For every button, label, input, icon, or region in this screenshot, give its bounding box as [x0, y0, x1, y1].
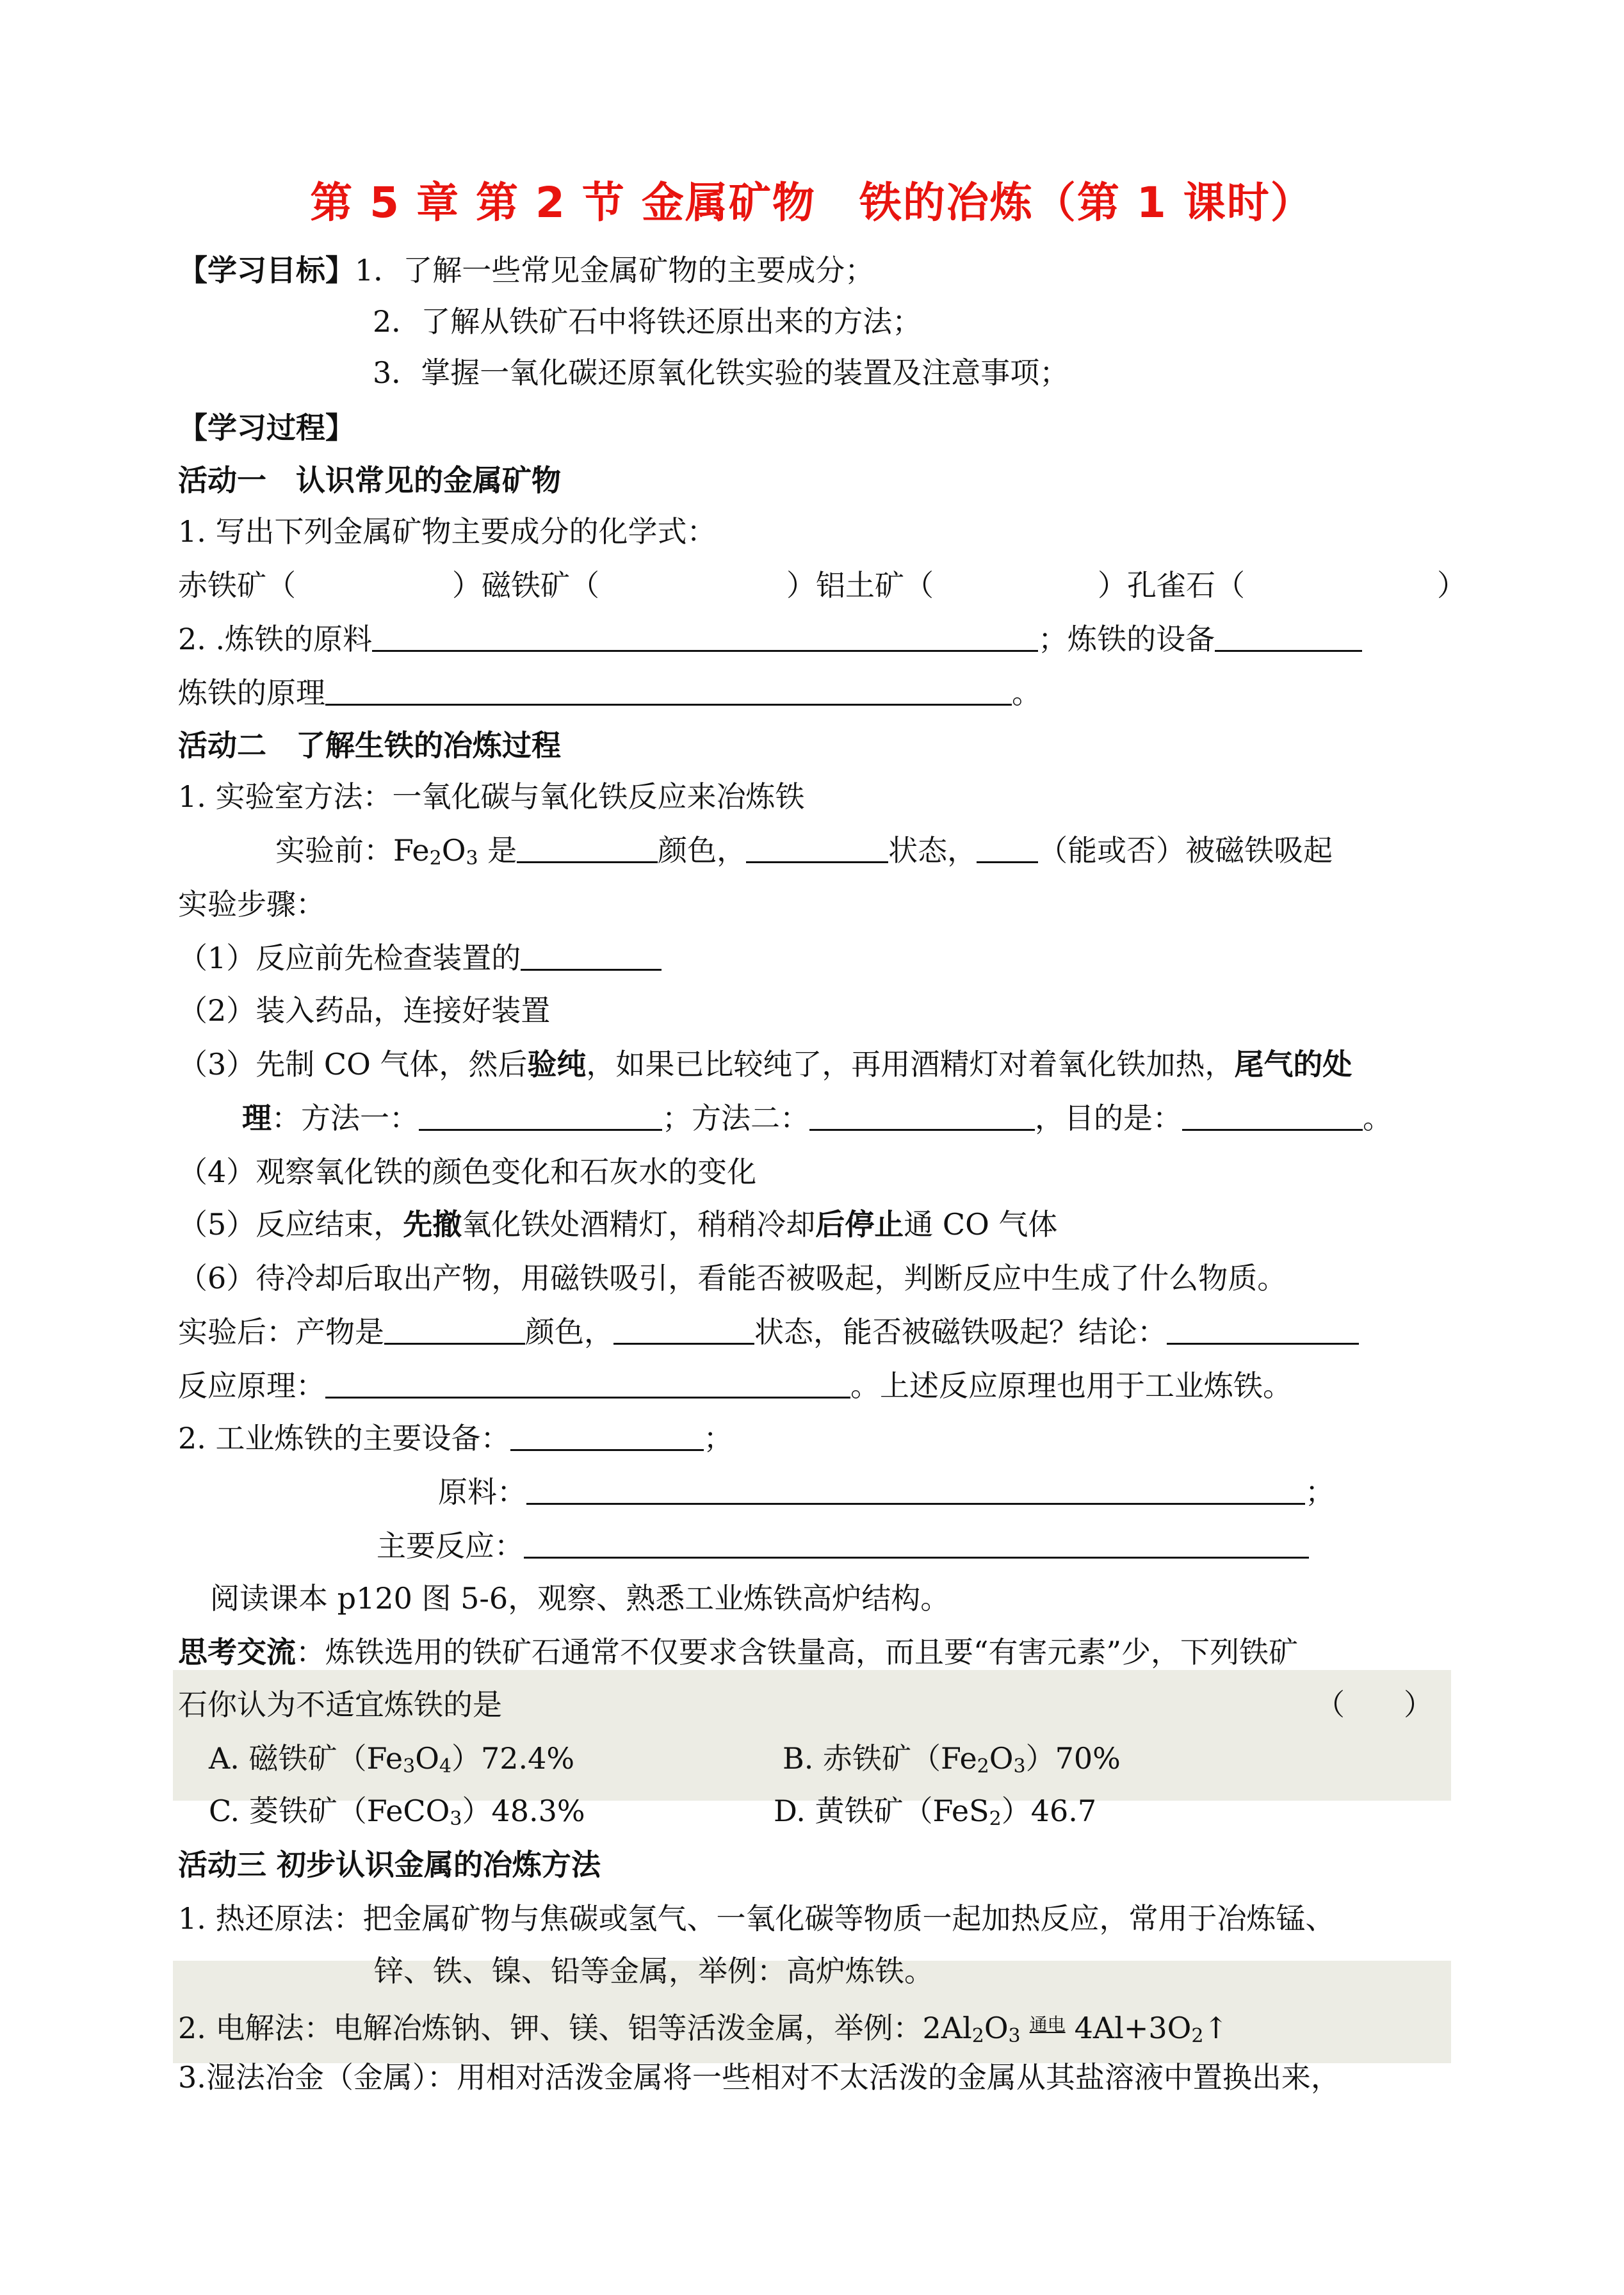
blank-field[interactable] [809, 1101, 1035, 1131]
option-d[interactable] [774, 1792, 1096, 1838]
goals-row-1 [178, 251, 874, 289]
option-text: ）48.3% [462, 1794, 585, 1828]
subscript: 3 [403, 1755, 416, 1778]
option-text: ）72.4% [451, 1741, 575, 1776]
blank-field[interactable] [613, 1315, 754, 1345]
blank-field[interactable] [1215, 622, 1362, 652]
process-label: 【学习过程】 [178, 410, 355, 445]
subscript: 2 [1191, 2025, 1204, 2047]
blank-field[interactable] [419, 1101, 662, 1131]
goal-item: 3．掌握一氧化碳还原氧化铁实验的装置及注意事项； [373, 355, 1069, 390]
method-1-cont: 锌、铁、镍、铅等金属，举例：高炉炼铁。 [374, 1954, 934, 1988]
blank-field[interactable] [325, 676, 1012, 706]
raw-text: ； [1305, 1475, 1335, 1509]
option-b[interactable] [783, 1739, 1121, 1786]
after-text: 状态，能否被磁铁吸起？结论： [754, 1315, 1167, 1349]
raw-row [438, 1473, 1335, 1511]
option-a[interactable] [209, 1739, 574, 1786]
before-text: 是 [478, 833, 517, 868]
after-text: 实验后：产物是 [178, 1315, 384, 1349]
step-text: （5）反应结束， [178, 1207, 403, 1242]
act1-q1: 1. 写出下列金属矿物主要成分的化学式： [178, 514, 717, 549]
before-text: （能或否）被磁铁吸起 [1038, 833, 1333, 868]
subscript: 4 [439, 1755, 451, 1778]
step-text: ，目的是： [1035, 1101, 1182, 1135]
method-2 [178, 2006, 1228, 2056]
before-text: 实验前：Fe [275, 833, 430, 868]
step-text: 氧化铁处酒精灯，稍稍冷却 [462, 1207, 816, 1242]
blank-field[interactable] [384, 1315, 525, 1345]
think-row-2 [178, 1685, 502, 1724]
subscript: 2 [989, 1808, 1002, 1830]
blank-field[interactable] [517, 833, 658, 863]
option-text: C. 菱铁矿（FeCO [209, 1794, 450, 1828]
subscript: 3 [1013, 1755, 1026, 1778]
industry-row [178, 1419, 733, 1457]
option-text: ）70% [1025, 1741, 1121, 1776]
principle-text: 反应原理： [178, 1368, 325, 1403]
method-3: 3.湿法冶金（金属）：用相对活泼金属将一些相对不太活泼的金属从其盐溶液中置换出来， [178, 2060, 1340, 2095]
step-1 [178, 939, 662, 977]
industry-text: ； [703, 1421, 733, 1456]
activity-3-heading: 活动三 初步认识金属的冶炼方法 [178, 1847, 601, 1882]
think-row-1 [178, 1633, 1298, 1671]
blank-field[interactable] [510, 1421, 704, 1451]
subscript: 3 [450, 1808, 462, 1830]
act1-q2-principle-row [178, 674, 1041, 712]
mineral-malachite: ）孔雀石（ [1098, 568, 1245, 603]
step-text: ：方法一： [272, 1101, 419, 1135]
option-c[interactable] [209, 1792, 585, 1838]
minerals-row [178, 566, 1466, 604]
option-text: ）46.7 [1001, 1794, 1097, 1828]
step-bold: 后停止 [815, 1207, 904, 1242]
goals-label: 【学习目标】 [178, 253, 355, 288]
answer-paren[interactable]: （ ） [1315, 1687, 1433, 1722]
step-text: ；方法二： [662, 1101, 809, 1135]
blank-field[interactable] [372, 622, 1038, 652]
blank-field[interactable] [526, 1475, 1305, 1505]
before-text: 状态， [888, 833, 977, 868]
subscript: 3 [466, 847, 478, 870]
blank-field[interactable] [325, 1368, 850, 1399]
q2-raw-label: 2. .炼铁的原料 [178, 622, 373, 656]
think-text: ：炼铁选用的铁矿石通常不仅要求含铁量高，而且要“有害元素”少，下列铁矿 [296, 1635, 1299, 1669]
activity-1-heading: 活动一 认识常见的金属矿物 [178, 463, 561, 498]
q2-principle-label: 炼铁的原理 [178, 676, 325, 710]
step-2: （2）装入药品，连接好装置 [178, 993, 551, 1028]
step-text: （1）反应前先检查装置的 [178, 941, 521, 975]
step-3-cont [242, 1099, 1392, 1137]
goal-item: 1．了解一些常见金属矿物的主要成分； [355, 253, 875, 288]
step-bold: 尾气的处 [1234, 1047, 1352, 1082]
step-bold: 理 [242, 1101, 272, 1135]
step-text: ，如果已比较纯了，再用酒精灯对着氧化铁加热， [586, 1047, 1235, 1082]
raw-text: 原料： [438, 1475, 526, 1509]
before-text: O [441, 833, 466, 868]
think-label: 思考交流 [178, 1635, 296, 1669]
mineral-hematite: 赤铁矿（ [178, 568, 296, 603]
method-text: O [984, 2011, 1009, 2045]
goal-item: 2．了解从铁矿石中将铁还原出来的方法； [373, 304, 922, 339]
step-6: （6）待冷却后取出产物，用磁铁吸引，看能否被吸起，判断反应中生成了什么物质。 [178, 1261, 1287, 1295]
method-1: 1. 热还原法：把金属矿物与焦碳或氢气、一氧化碳等物质一起加热反应，常用于冶炼锰、 [178, 1901, 1335, 1936]
main-text: 主要反应： [377, 1529, 524, 1563]
subscript: 2 [977, 1755, 989, 1778]
mineral-magnetite: ）磁铁矿（ [452, 568, 599, 603]
step-5 [178, 1205, 1057, 1244]
step-4: （4）观察氧化铁的颜色变化和石灰水的变化 [178, 1155, 757, 1189]
up-arrow-icon: ↑ [1203, 2011, 1229, 2045]
subscript: 2 [971, 2025, 984, 2047]
period: 。 [1363, 1101, 1392, 1135]
after-text: 颜色， [525, 1315, 613, 1349]
subscript: 3 [1008, 2025, 1021, 2047]
after-row [178, 1313, 1359, 1351]
blank-field[interactable] [746, 833, 888, 863]
step-bold: 验纯 [527, 1047, 587, 1082]
page-title: 第 5 章 第 2 节 金属矿物 铁的冶炼（第 1 课时） [310, 178, 1314, 227]
blank-field[interactable] [1167, 1315, 1359, 1345]
method-text: 2. 电解法：电解冶炼钠、钾、镁、铝等活泼金属，举例：2Al [178, 2011, 972, 2045]
think-text: 石你认为不适宜炼铁的是 [178, 1687, 502, 1722]
activity-2-heading: 活动二 了解生铁的冶炼过程 [178, 728, 561, 763]
mineral-bauxite: ）铝土矿（ [786, 568, 934, 603]
principle-row [178, 1366, 1292, 1405]
main-reaction-row [377, 1527, 1309, 1565]
step-bold: 先撤 [403, 1207, 462, 1242]
before-row [275, 831, 1333, 878]
option-text: D. 黄铁矿（FeS [774, 1794, 989, 1828]
steps-label: 实验步骤： [178, 887, 325, 921]
mineral-close: ） [1437, 568, 1466, 603]
blank-field[interactable] [1182, 1101, 1363, 1131]
blank-field[interactable] [524, 1529, 1309, 1559]
step-text: 通 CO 气体 [904, 1207, 1058, 1242]
before-text: 颜色， [658, 833, 747, 868]
option-text: A. 磁铁矿（Fe [209, 1741, 403, 1776]
industry-text: 2. 工业炼铁的主要设备： [178, 1421, 510, 1456]
act1-q2-row [178, 620, 1362, 658]
method-text: 4Al+3O [1074, 2011, 1192, 2045]
step-3 [178, 1045, 1352, 1083]
option-text: B. 赤铁矿（Fe [783, 1741, 977, 1776]
blank-field[interactable] [977, 833, 1038, 863]
lab-method: 1. 实验室方法：一氧化碳与氧化铁反应来冶炼铁 [178, 779, 805, 814]
blank-field[interactable] [521, 941, 662, 971]
period: 。 [1012, 676, 1041, 710]
read-note: 阅读课本 p120 图 5-6，观察、熟悉工业炼铁高炉结构。 [210, 1581, 950, 1616]
subscript: 2 [429, 847, 442, 870]
q2-equip-label: ；炼铁的设备 [1038, 622, 1215, 656]
principle-text: 。上述反应原理也用于工业炼铁。 [850, 1368, 1292, 1403]
option-text: O [415, 1741, 439, 1776]
reaction-condition: 通电 [1029, 2014, 1066, 2035]
option-text: O [989, 1741, 1014, 1776]
step-text: （3）先制 CO 气体，然后 [178, 1047, 528, 1082]
